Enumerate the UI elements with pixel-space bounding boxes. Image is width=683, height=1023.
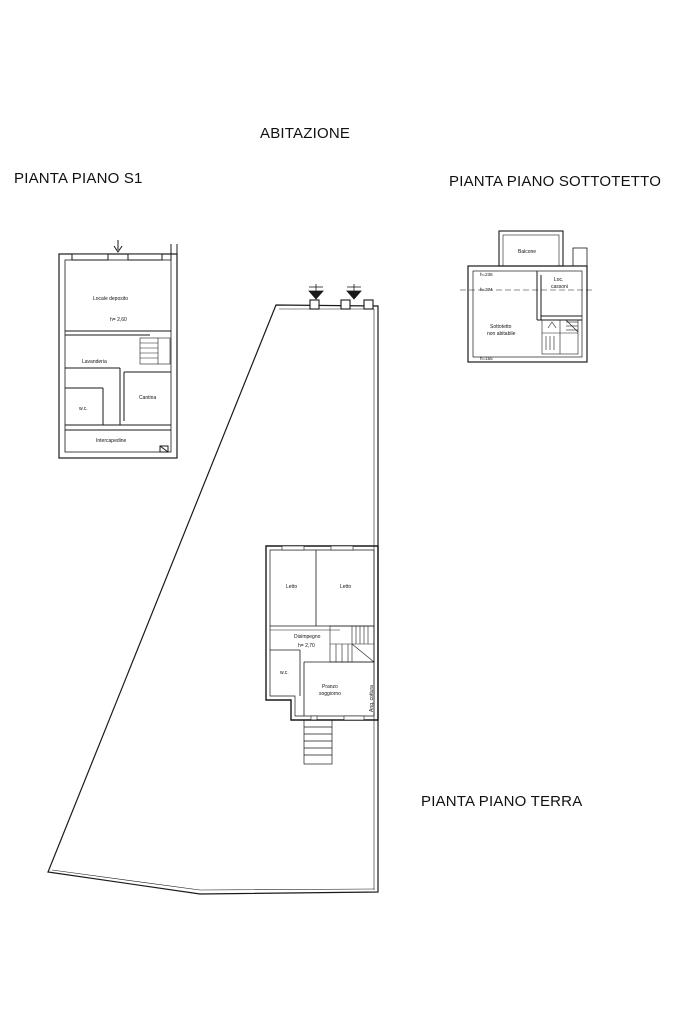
entrance-arrow-icon xyxy=(309,284,361,299)
room-pranzo-line1: Pranzo xyxy=(322,684,338,690)
height-label-3: h=155 xyxy=(480,356,493,361)
room-disimpegno: Disimpegno xyxy=(294,634,321,640)
plan-s1-labels xyxy=(79,296,156,444)
plan-s1 xyxy=(59,240,177,458)
stairs-icon xyxy=(140,338,170,364)
room-loc-line2: cassoni xyxy=(551,284,568,290)
room-pranzo-line2: soggiorno xyxy=(319,691,341,697)
room-wc-s1: w.c. xyxy=(79,406,88,412)
height-label-1: h=236 xyxy=(480,272,493,277)
stairs-icon xyxy=(330,626,374,662)
plan-terra xyxy=(48,284,378,894)
entrance-steps xyxy=(304,720,332,764)
plan-terra-title: PIANTA PIANO TERRA xyxy=(421,793,583,810)
stairs-icon xyxy=(542,320,578,354)
room-letto-2: Letto xyxy=(340,584,352,590)
height-label-2: h=274 xyxy=(480,287,493,292)
room-intercapedine: Intercapedine xyxy=(96,438,127,444)
room-wc-terra: w.c. xyxy=(280,670,289,676)
room-locale-deposito: Locale deposito xyxy=(93,296,129,302)
room-balcone: Balcone xyxy=(518,249,537,255)
plan-s1-title: PIANTA PIANO S1 xyxy=(14,170,143,187)
room-sottotetto-line1: Sottotetto xyxy=(490,324,512,330)
drawing-title: ABITAZIONE xyxy=(260,125,351,142)
entrance-arrow-icon xyxy=(114,240,122,252)
room-lavanderia: Lavanderia xyxy=(82,359,107,365)
room-sottotetto-line2: non abitabile xyxy=(487,331,516,337)
room-ang-cottura: Ang. cottura xyxy=(369,685,375,712)
room-height-terra: h= 2,70 xyxy=(298,643,315,649)
plan-terra-labels xyxy=(280,584,375,712)
room-height-s1: h= 2,60 xyxy=(110,317,127,323)
room-letto-1: Letto xyxy=(286,584,298,590)
plan-sottotetto-title: PIANTA PIANO SOTTOTETTO xyxy=(449,173,662,190)
room-cantina: Cantina xyxy=(139,395,157,401)
room-loc-line1: Loc. xyxy=(554,277,564,283)
